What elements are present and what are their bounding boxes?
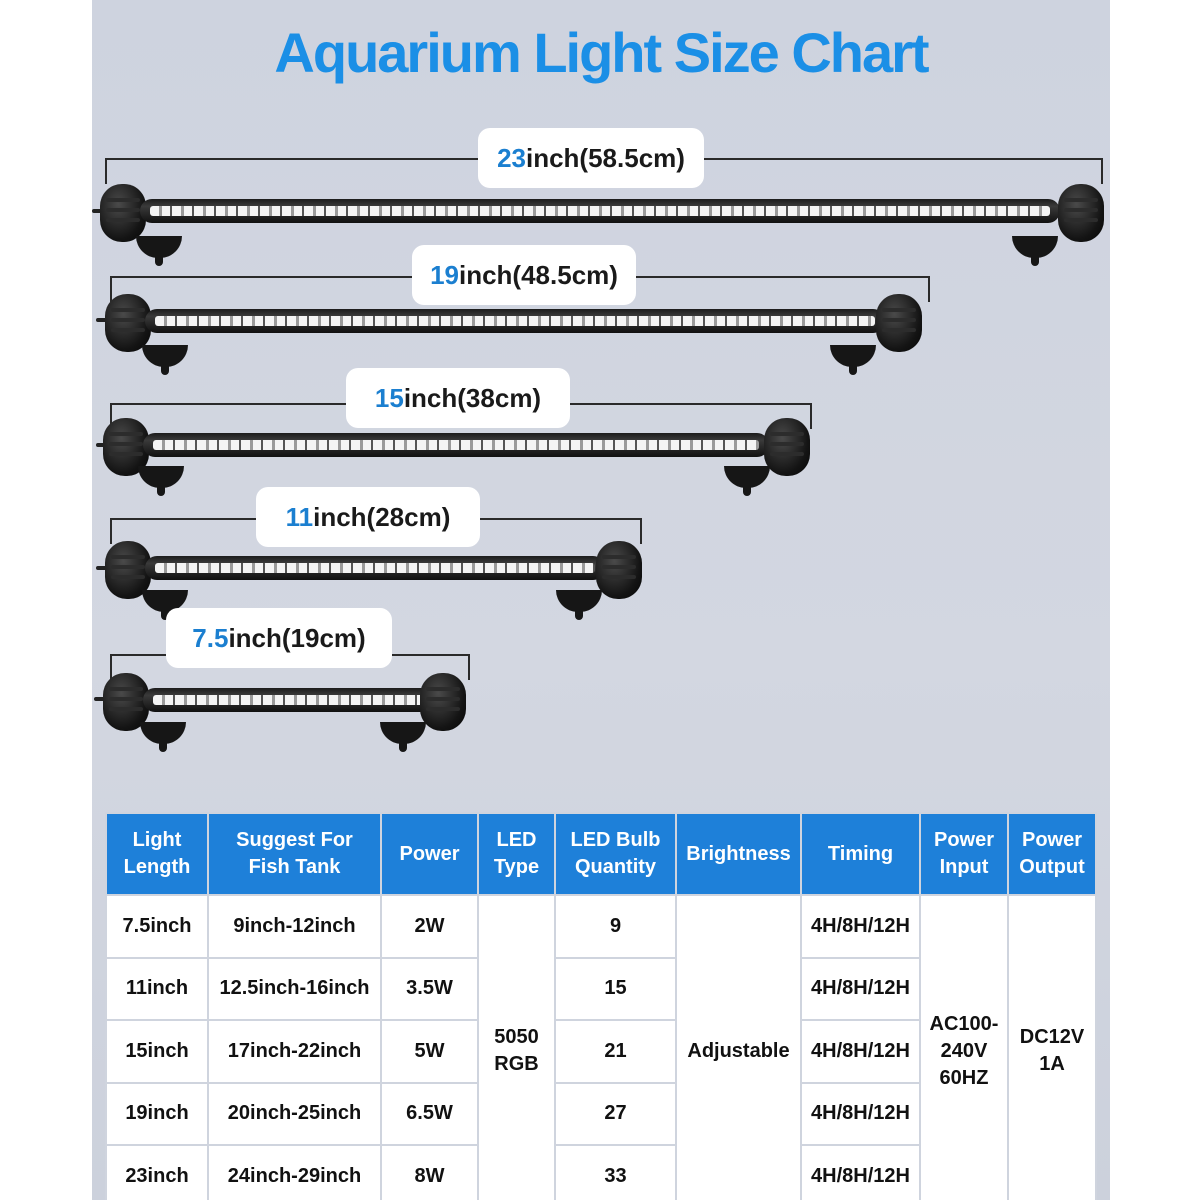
page-title: Aquarium Light Size Chart [274,21,928,84]
table-row [106,895,1096,958]
size-unit: inch(28cm) [313,501,451,532]
cell-tank: 24inch-29inch [208,1145,381,1200]
size-number: 7.5 [192,622,229,653]
cell-timing: 4H/8H/12H [801,1020,920,1083]
header-brightness: Brightness [676,813,801,895]
cell-timing: 4H/8H/12H [801,895,920,958]
cell-timing: 4H/8H/12H [801,958,920,1021]
header-timing: Timing [801,813,920,895]
header-suggest-tank: Suggest For Fish Tank [208,813,381,895]
size-unit: inch(58.5cm) [525,142,685,173]
cell-led-type: 5050 RGB [478,895,555,1200]
size-number: 19 [430,259,459,290]
cell-bulb-qty: 15 [555,958,676,1021]
size-unit: inch(48.5cm) [458,259,618,290]
size-number: 15 [374,382,404,413]
cell-length: 19inch [106,1083,208,1146]
size-label-7-5 [166,608,392,668]
cell-brightness: Adjustable [676,895,801,1200]
cell-power: 8W [381,1145,478,1200]
size-label-15 [346,368,570,428]
size-label-11 [256,487,480,547]
header-power-output: Power Output [1008,813,1096,895]
cell-bulb-qty: 27 [555,1083,676,1146]
cell-tank: 17inch-22inch [208,1020,381,1083]
cell-bulb-qty: 9 [555,895,676,958]
cell-tank: 20inch-25inch [208,1083,381,1146]
header-power: Power [381,813,478,895]
cell-length: 11inch [106,958,208,1021]
cell-power-input: AC100- 240V 60HZ [920,895,1008,1200]
cell-power: 2W [381,895,478,958]
size-number: 11 [285,501,314,532]
size-unit: inch(38cm) [403,382,542,413]
cell-timing: 4H/8H/12H [801,1145,920,1200]
header-bulb-quantity: LED Bulb Quantity [555,813,676,895]
header-light-length: Light Length [106,813,208,895]
cell-power: 5W [381,1020,478,1083]
cell-length: 15inch [106,1020,208,1083]
header-led-type: LED Type [478,813,555,895]
cell-length: 23inch [106,1145,208,1200]
cell-tank: 12.5inch-16inch [208,958,381,1021]
size-number: 23 [497,142,526,173]
spec-table [105,812,1097,1200]
cell-power-output: DC12V 1A [1008,895,1096,1200]
size-label-19 [412,245,636,305]
table-header-row [106,813,1096,895]
size-unit: inch(19cm) [228,622,366,653]
size-label-23 [478,128,704,188]
cell-bulb-qty: 33 [555,1145,676,1200]
cell-power: 6.5W [381,1083,478,1146]
cell-bulb-qty: 21 [555,1020,676,1083]
header-power-input: Power Input [920,813,1008,895]
cell-tank: 9inch-12inch [208,895,381,958]
cell-timing: 4H/8H/12H [801,1083,920,1146]
cell-power: 3.5W [381,958,478,1021]
cell-length: 7.5inch [106,895,208,958]
